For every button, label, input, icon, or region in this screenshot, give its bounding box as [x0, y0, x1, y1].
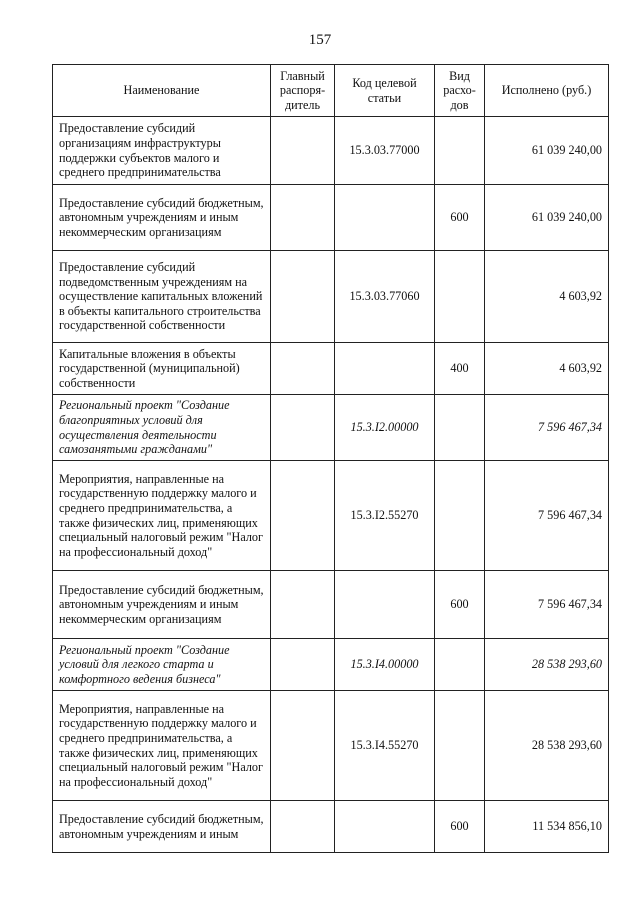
header-code: Код целевой статьи	[335, 65, 435, 117]
row-name-cell: Мероприятия, направленные на государственную поддержку малого и среднего предпринимательства, а также физических лиц, применяющих специальный налоговый режим "Налог на профессиональный доход"	[53, 691, 271, 801]
row-kind-cell: 600	[435, 571, 485, 639]
row-amount-cell: 7 596 467,34	[485, 395, 609, 461]
row-code-cell	[335, 343, 435, 395]
row-name-cell: Предоставление субсидий бюджетным, автономным учреждениям и иным	[53, 801, 271, 853]
header-amount: Исполнено (руб.)	[485, 65, 609, 117]
row-owner-cell	[271, 343, 335, 395]
budget-table	[52, 64, 609, 853]
row-owner-cell	[271, 461, 335, 571]
row-kind-cell	[435, 639, 485, 691]
row-code-cell: 15.3.03.77060	[335, 251, 435, 343]
row-kind-cell	[435, 395, 485, 461]
row-owner-cell	[271, 395, 335, 461]
row-code-cell: 15.3.I4.00000	[335, 639, 435, 691]
row-kind-cell	[435, 117, 485, 185]
row-amount-cell: 7 596 467,34	[485, 461, 609, 571]
table-row	[53, 251, 609, 343]
row-code-cell	[335, 801, 435, 853]
row-name-cell: Предоставление субсидий организациям инфраструктуры поддержки субъектов малого и среднего предпринимательства	[53, 117, 271, 185]
row-code-cell	[335, 571, 435, 639]
table-row	[53, 639, 609, 691]
row-kind-cell: 600	[435, 801, 485, 853]
header-owner: Главный распоря-дитель	[271, 65, 335, 117]
row-amount-cell: 4 603,92	[485, 251, 609, 343]
row-amount-cell: 28 538 293,60	[485, 639, 609, 691]
row-name-cell: Капитальные вложения в объекты государственной (муниципальной) собственности	[53, 343, 271, 395]
header-name: Наименование	[53, 65, 271, 117]
table-body	[53, 117, 609, 853]
row-code-cell: 15.3.I2.55270	[335, 461, 435, 571]
table-header-row	[53, 65, 609, 117]
row-code-cell: 15.3.I2.00000	[335, 395, 435, 461]
row-owner-cell	[271, 571, 335, 639]
row-kind-cell	[435, 691, 485, 801]
header-kind: Вид расхо-дов	[435, 65, 485, 117]
row-owner-cell	[271, 251, 335, 343]
table-row	[53, 395, 609, 461]
row-code-cell: 15.3.I4.55270	[335, 691, 435, 801]
row-owner-cell	[271, 691, 335, 801]
row-kind-cell: 600	[435, 185, 485, 251]
row-name-cell: Предоставление субсидий бюджетным, автономным учреждениям и иным некоммерческим организациям	[53, 185, 271, 251]
row-name-cell: Региональный проект "Создание условий для легкого старта и комфортного ведения бизнеса"	[53, 639, 271, 691]
table-row	[53, 461, 609, 571]
row-amount-cell: 28 538 293,60	[485, 691, 609, 801]
row-code-cell: 15.3.03.77000	[335, 117, 435, 185]
row-amount-cell: 7 596 467,34	[485, 571, 609, 639]
row-amount-cell: 61 039 240,00	[485, 185, 609, 251]
row-owner-cell	[271, 185, 335, 251]
row-owner-cell	[271, 801, 335, 853]
table-row	[53, 801, 609, 853]
row-owner-cell	[271, 639, 335, 691]
row-amount-cell: 4 603,92	[485, 343, 609, 395]
page-number: 157	[308, 32, 332, 48]
row-amount-cell: 61 039 240,00	[485, 117, 609, 185]
table-row	[53, 185, 609, 251]
row-owner-cell	[271, 117, 335, 185]
row-kind-cell: 400	[435, 343, 485, 395]
row-name-cell: Мероприятия, направленные на государственную поддержку малого и среднего предпринимательства, а также физических лиц, применяющих специальный налоговый режим "Налог на профессиональный доход"	[53, 461, 271, 571]
table-row	[53, 691, 609, 801]
row-amount-cell: 11 534 856,10	[485, 801, 609, 853]
table-row	[53, 117, 609, 185]
row-kind-cell	[435, 251, 485, 343]
row-name-cell: Предоставление субсидий подведомственным учреждениям на осуществление капитальных вложений в объекты капитального строительства государственной собственности	[53, 251, 271, 343]
table-row	[53, 571, 609, 639]
table-row	[53, 343, 609, 395]
row-name-cell: Региональный проект "Создание благоприятных условий для осуществления деятельности самозанятыми гражданами"	[53, 395, 271, 461]
row-name-cell: Предоставление субсидий бюджетным, автономным учреждениям и иным некоммерческим организациям	[53, 571, 271, 639]
row-code-cell	[335, 185, 435, 251]
row-kind-cell	[435, 461, 485, 571]
